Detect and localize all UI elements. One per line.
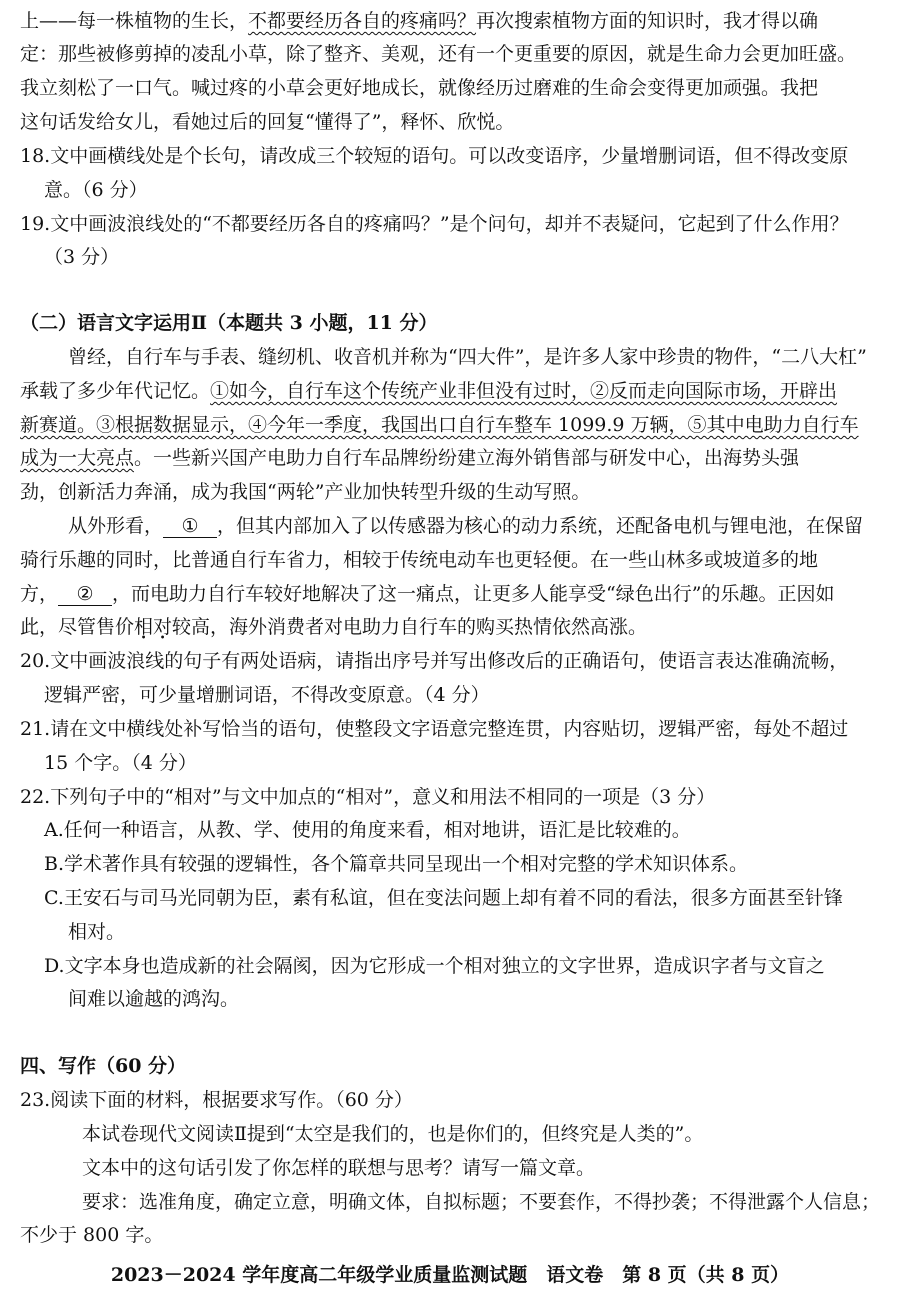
option-d: D.文字本身也造成新的社会隔阂，因为它形成一个相对独立的文字世界，造成识字者与文盲之 <box>44 955 825 977</box>
passage-line: 我立刻松了一口气。喊过疼的小草会更好地成长，就像经历过磨难的生命会变得更加顽强。我把 <box>20 77 819 99</box>
dotted-char: 对 <box>153 616 173 638</box>
question-19-cont: （3 分） <box>44 246 120 268</box>
question-23: 23.阅读下面的材料，根据要求写作。（60 分） <box>20 1089 413 1111</box>
passage-line <box>20 414 882 436</box>
option-c: C.王安石与司马光同朝为臣，素有私谊，但在变法问题上却有着不同的看法，很多方面甚至针锋 <box>44 887 843 909</box>
option-d-cont: 间难以逾越的鸿沟。 <box>68 988 240 1010</box>
question-22: 22.下列句子中的“相对”与文中加点的“相对”，意义和用法不相同的一项是（3 分） <box>20 786 716 808</box>
requirement-line: 不少于 800 字。 <box>20 1224 164 1246</box>
section-heading: （二）语言文字运用Ⅱ（本题共 3 小题，11 分） <box>20 312 438 334</box>
dotted-char: 相 <box>134 616 154 638</box>
wavy-question-phrase: 不都要经历各自的疼痛吗？ <box>248 10 477 32</box>
option-a: A.任何一种语言，从教、学、使用的角度来看，相对地讲，语汇是比较难的。 <box>44 819 691 841</box>
wavy-sentence: ①如今，自行车这个传统产业非但没有过时，②反而走向国际市场，开辟出 <box>210 380 838 402</box>
option-b: B.学术著作具有较强的逻辑性，各个篇章共同呈现出一个相对完整的学术知识体系。 <box>44 853 749 875</box>
requirement-line: 要求：选准角度，确定立意，明确文体，自拟标题；不要套作，不得抄袭；不得泄露个人信息； <box>82 1191 881 1213</box>
material-line: 本试卷现代文阅读Ⅱ提到“太空是我们的，也是你们的，但终究是人类的”。 <box>82 1123 704 1145</box>
passage-line: 承载了多少年代记忆。①如今，自行车这个传统产业非但没有过时，②反而走向国际市场，开辟出 <box>20 380 838 402</box>
passage-line: 这句话发给女儿，看她过后的回复“懂得了”，释怀、欣悦。 <box>20 111 515 133</box>
passage-line: 骑行乐趣的同时，比普通自行车省力，相较于传统电动车也更轻便。在一些山林多或坡道多的地 <box>20 549 819 571</box>
wavy-sentence: 成为一大亮点 <box>20 447 135 469</box>
passage-line: 曾经，自行车与手表、缝纫机、收音机并称为“四大件”，是许多人家中珍贵的物件，“二八大杠” <box>68 346 867 368</box>
question-20-cont: 逻辑严密，可少量增删词语，不得改变原意。（4 分） <box>44 684 490 706</box>
answer-blank-1: ① <box>163 515 217 538</box>
material-line: 文本中的这句话引发了你怎样的联想与思考？请写一篇文章。 <box>82 1157 596 1179</box>
passage-line: 定：那些被修剪掉的凌乱小草，除了整齐、美观，还有一个更重要的原因，就是生命力会更加旺盛。 <box>20 43 857 65</box>
passage-line: 此，尽管售价相对较高，海外消费者对电助力自行车的购买热情依然高涨。 <box>20 616 648 638</box>
question-20: 20.文中画波浪线的句子有两处语病，请指出序号并写出修改后的正确语句，使语言表达准确流畅， <box>20 650 849 672</box>
passage-line: 方， ② ，而电助力自行车较好地解决了这一痛点，让更多人能享受“绿色出行”的乐趣。正因如 <box>20 583 835 605</box>
answer-blank-2: ② <box>58 583 112 606</box>
passage-line: 从外形看， ① ，但其内部加入了以传感器为核心的动力系统，还配备电机与锂电池，在保留 <box>68 515 864 537</box>
passage-line: 上——每一株植物的生长，不都要经历各自的疼痛吗？再次搜索植物方面的知识时，我才得以确 <box>20 10 819 32</box>
passage-line: 劲，创新活力奔涌，成为我国“两轮”产业加快转型升级的生动写照。 <box>20 481 591 503</box>
wavy-sentence: 新赛道。③根据数据显示，④今年一季度，我国出口自行车整车 1099.9 万辆，⑤其中电助力自行车 <box>20 414 859 436</box>
question-21: 21.请在文中横线处补写恰当的语句，使整段文字语意完整连贯，内容贴切，逻辑严密，每处不超过 <box>20 718 849 740</box>
question-18: 18.文中画横线处是个长句，请改成三个较短的语句。可以改变语序，少量增删词语，但不得改变原 <box>20 145 849 167</box>
question-18-cont: 意。（6 分） <box>44 179 148 201</box>
question-19: 19.文中画波浪线处的“不都要经历各自的疼痛吗？”是个问句，却并不表疑问，它起到了什么作用？ <box>20 213 849 235</box>
question-21-cont: 15 个字。（4 分） <box>44 752 197 774</box>
option-c-cont: 相对。 <box>68 921 126 943</box>
page-footer: 2023－2024 学年度高二年级学业质量监测试题 语文卷 第 8 页（共 8 页） <box>110 1264 790 1286</box>
section-heading: 四、写作（60 分） <box>20 1055 187 1077</box>
passage-line: 成为一大亮点。一些新兴国产电助力自行车品牌纷纷建立海外销售部与研发中心，出海势头强 <box>20 447 800 469</box>
